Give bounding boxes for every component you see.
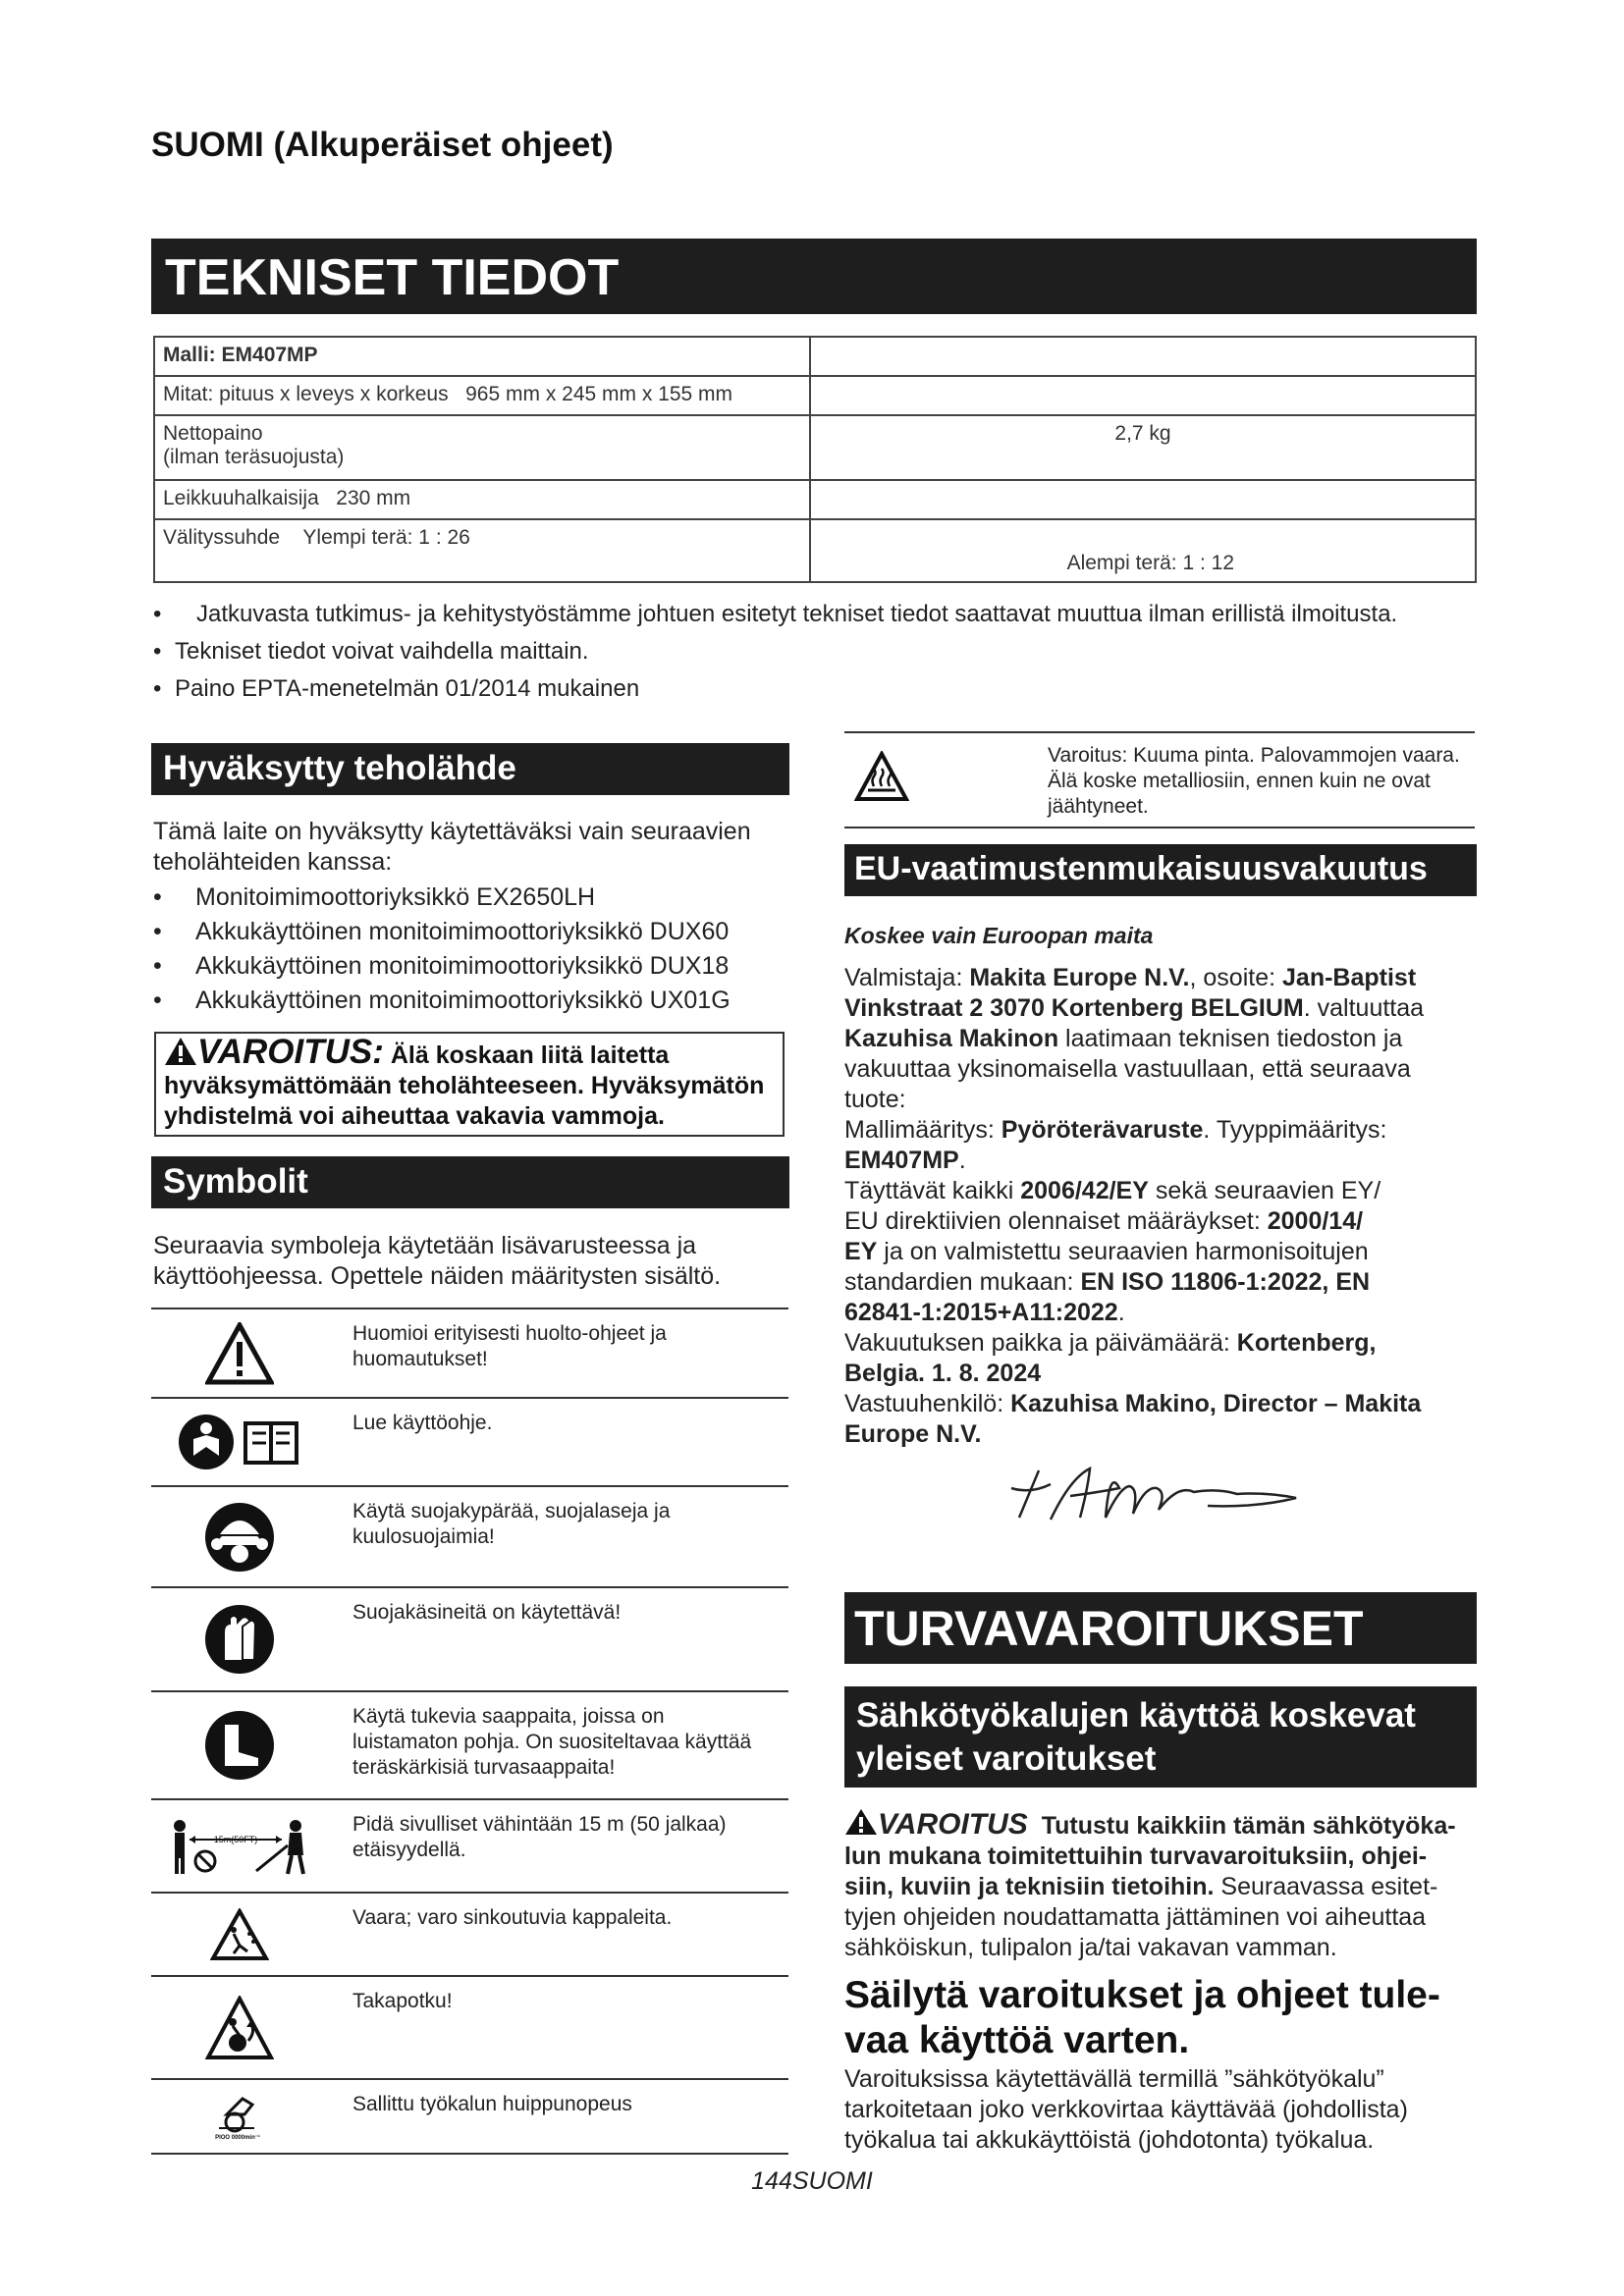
safety-warning-line xyxy=(844,1872,1483,1902)
keep-text-line: Varoituksissa käytettävällä termillä ”sähkötyökalu” xyxy=(844,2065,1384,2093)
eu-line xyxy=(844,993,1473,1024)
eu-text: Kazuhisa Makinon xyxy=(844,1025,1059,1052)
eu-line: Belgia. 1. 8. 2024 xyxy=(844,1360,1042,1387)
list-item: • Monitoimimoottoriyksikkö EX2650LH xyxy=(153,881,791,915)
read-manual-icon xyxy=(151,1399,328,1485)
hot-surface-icon xyxy=(854,751,909,807)
symbol-text: Vaara; varo sinkoutuvia kappaleita. xyxy=(352,1906,673,1929)
spec-ratio-lower: Alempi terä: 1 : 12 xyxy=(810,519,1476,582)
spec-note-text: Jatkuvasta tutkimus- ja kehitystyöstämme johtuen esitetyt tekniset tiedot saattavat muuttua ilman erillistä ilmoitusta. xyxy=(196,601,1398,627)
eu-scope-text: Koskee vain Euroopan maita xyxy=(844,923,1154,948)
spec-weight-label: Nettopaino xyxy=(163,422,263,445)
safety-warning-line xyxy=(844,1808,1483,1842)
eu-text: 2000/14/ xyxy=(1267,1207,1364,1235)
spec-model-cell xyxy=(154,337,810,376)
eu-title: EU-vaatimustenmukaisuusvakuutus xyxy=(844,844,1477,896)
power-source-warning xyxy=(154,1032,785,1137)
warning-word: VAROITUS xyxy=(878,1808,1028,1841)
symbol-text: Suojakäsineitä on käytettävä! xyxy=(352,1601,622,1624)
keep-instructions-text xyxy=(844,2064,1473,2156)
spec-dimensions-value: 965 mm x 245 mm x 155 mm xyxy=(465,383,733,405)
symbol-text: Käytä tukevia saappaita, joissa on luistamaton pohja. On suositeltavaa käyttää teräskärkisiä turvasaappaita! xyxy=(352,1705,752,1779)
spec-row-weight xyxy=(154,415,1476,480)
warning-word: VAROITUS: xyxy=(197,1033,384,1071)
eu-line: Europe N.V. xyxy=(844,1420,982,1448)
eu-line xyxy=(844,1298,1473,1328)
eu-line xyxy=(844,1146,1473,1176)
distance-15m-icon xyxy=(151,1800,328,1892)
eu-text: Vinkstraat 2 3070 Kortenberg BELGIUM xyxy=(844,994,1304,1022)
safety-text: Tutustu kaikkiin tämän sähkötyöka- xyxy=(1041,1812,1456,1840)
eu-text: ja on valmistettu seuraavien harmonisoitujen xyxy=(877,1238,1369,1265)
eu-text: . valtuuttaa xyxy=(1303,994,1425,1022)
table-row xyxy=(151,1397,788,1485)
eu-text: Kazuhisa Makino, Director – Makita xyxy=(1010,1390,1422,1417)
spec-row-diameter xyxy=(154,480,1476,519)
eu-text: EN ISO 11806-1:2022, EN xyxy=(1080,1268,1371,1296)
eu-text: 2006/42/EY xyxy=(1020,1177,1149,1204)
eu-text: , osoite: xyxy=(1189,964,1283,991)
spec-empty-cell xyxy=(810,480,1476,519)
list-item: • Akkukäyttöinen monitoimimoottoriyksikkö DUX60 xyxy=(153,915,791,949)
eu-text: EM407MP xyxy=(844,1147,959,1174)
spec-dimensions-label: Mitat: pituus x leveys x korkeus xyxy=(163,383,449,405)
symbol-text: Käytä suojakypärää, suojalaseja ja kuulosuojaimia! xyxy=(352,1500,671,1548)
symbols-title: Symbolit xyxy=(151,1156,789,1208)
table-row xyxy=(151,1308,788,1397)
table-row xyxy=(151,1690,788,1798)
spec-ratio-upper: Ylempi terä: 1 : 26 xyxy=(302,526,470,549)
eu-text: . Tyyppimääritys: xyxy=(1203,1116,1387,1144)
eu-line xyxy=(844,1176,1473,1206)
safety-subtitle xyxy=(844,1686,1477,1788)
spec-weight-value: 2,7 kg xyxy=(810,415,1476,480)
eu-line xyxy=(844,1389,1473,1419)
table-row xyxy=(151,1892,788,1975)
eu-declaration xyxy=(844,963,1473,1450)
safety-subtitle-line: yleiset varoitukset xyxy=(856,1739,1157,1778)
language-title: SUOMI (Alkuperäiset ohjeet) xyxy=(151,126,614,164)
flying-objects-icon xyxy=(151,1894,328,1975)
spec-notes xyxy=(153,599,1420,704)
specs-title: TEKNISET TIEDOT xyxy=(151,239,1477,314)
eu-line xyxy=(844,1115,1473,1146)
safety-warning-line: tyjen ohjeiden noudattamatta jättäminen voi aiheuttaa xyxy=(844,1903,1427,1931)
distance-label: 15m(50FT) xyxy=(213,1834,258,1844)
keep-heading-line: vaa käyttöä varten. xyxy=(844,2019,1190,2061)
spec-dimensions-cell xyxy=(154,376,810,415)
spec-diameter-label: Leikkuuhalkaisija xyxy=(163,487,319,509)
spec-note: • Jatkuvasta tutkimus- ja kehitystyöstämme johtuen esitetyt tekniset tiedot saattavat muuttua ilman erillistä ilmoitusta. xyxy=(153,601,1398,627)
eu-line xyxy=(844,963,1473,993)
spec-diameter-value: 230 mm xyxy=(336,487,411,509)
spec-weight-label2: (ilman teräsuojusta) xyxy=(163,446,345,468)
signature xyxy=(1001,1449,1316,1542)
eu-text: 62841-1:2015+A11:2022 xyxy=(844,1299,1118,1326)
eu-line xyxy=(844,1024,1473,1054)
spec-weight-cell xyxy=(154,415,810,480)
spec-row-dimensions xyxy=(154,376,1476,415)
eu-scope xyxy=(844,921,1473,951)
keep-text-line: työkalua tai akkukäyttöistä (johdotonta) työkalua. xyxy=(844,2126,1375,2154)
safety-subtitle-line: Sähkötyökalujen käyttöä koskevat xyxy=(856,1696,1416,1735)
table-row xyxy=(151,1798,788,1892)
helmet-goggles-earmuffs-icon xyxy=(151,1487,328,1586)
eu-text: Kortenberg, xyxy=(1236,1329,1377,1357)
spec-row-ratio xyxy=(154,519,1476,582)
eu-text: . xyxy=(1117,1299,1125,1326)
eu-line: tuote: xyxy=(844,1086,906,1113)
spec-empty-cell xyxy=(810,337,1476,376)
eu-text: EY xyxy=(844,1238,878,1265)
spec-model-label: Malli: xyxy=(163,344,216,366)
symbol-text: Huomioi erityisesti huolto-ohjeet ja huomautukset! xyxy=(352,1322,667,1370)
safety-warning-line: lun mukana toimitettuihin turvavaroituksiin, ohjei- xyxy=(844,1842,1428,1870)
eu-text: standardien mukaan: xyxy=(844,1268,1081,1296)
spec-ratio-label: Välityssuhde xyxy=(163,526,281,549)
spec-table xyxy=(153,336,1477,583)
eu-text: Jan-Baptist xyxy=(1282,964,1417,991)
hot-surface-row xyxy=(844,731,1475,828)
keep-heading-line: Säilytä varoitukset ja ohjeet tule- xyxy=(844,1974,1440,2016)
safety-text: siin, kuviin ja teknisiin tietoihin. xyxy=(844,1873,1215,1900)
eu-line xyxy=(844,1328,1473,1359)
safety-text: Seuraavassa esitet- xyxy=(1214,1873,1438,1900)
eu-text: Vakuutuksen paikka ja päivämäärä: xyxy=(844,1329,1237,1357)
spec-note: • Paino EPTA-menetelmän 01/2014 mukainen xyxy=(153,675,640,702)
page-number: 144SUOMI xyxy=(751,2167,873,2195)
eu-text: EU direktiivien olennaiset määräykset: xyxy=(844,1207,1268,1235)
safety-warning xyxy=(844,1808,1483,1963)
spec-ratio-cell xyxy=(154,519,810,582)
eu-text: sekä seuraavien EY/ xyxy=(1148,1177,1381,1204)
power-source-title: Hyväksytty teholähde xyxy=(151,743,789,795)
kickback-icon xyxy=(151,1977,328,2078)
eu-text: Pyöröterävaruste xyxy=(1001,1116,1204,1144)
eu-line xyxy=(844,1267,1473,1298)
symbols-table xyxy=(151,1308,788,2155)
warning-icon xyxy=(164,1037,197,1066)
boots-icon xyxy=(151,1692,328,1798)
spec-note-text: Tekniset tiedot voivat vaihdella maittain. xyxy=(175,638,589,665)
hot-surface-text: Varoitus: Kuuma pinta. Palovammojen vaara. Älä koske metalliosiin, ennen kuin ne ovat jäähtyneet. xyxy=(1048,744,1460,818)
symbols-intro: Seuraavia symboleja käytetään lisävarusteessa ja käyttöohjeessa. Opettele näiden määritysten sisältö. xyxy=(153,1232,722,1290)
max-speed-icon xyxy=(151,2080,328,2153)
safety-title: TURVAVAROITUKSET xyxy=(844,1592,1477,1664)
symbol-text: Lue käyttöohje. xyxy=(352,1412,493,1434)
warning-triangle-icon xyxy=(151,1309,328,1397)
gloves-icon xyxy=(151,1588,328,1690)
spec-note: • Tekniset tiedot voivat vaihdella maittain. xyxy=(153,638,589,665)
table-row xyxy=(151,1485,788,1586)
power-source-list xyxy=(153,881,791,1018)
eu-text: . xyxy=(958,1147,966,1174)
symbol-text: Takapotku! xyxy=(352,1990,453,2012)
list-item: • Akkukäyttöinen monitoimimoottoriyksikkö UX01G xyxy=(153,984,791,1018)
eu-line xyxy=(844,1237,1473,1267)
eu-line: vakuuttaa yksinomaisella vastuullaan, että seuraava xyxy=(844,1055,1411,1083)
keep-text-line: tarkoitetaan joko verkkovirtaa käyttävää (johdollista) xyxy=(844,2096,1408,2123)
eu-text: laatimaan teknisen tiedoston ja xyxy=(1058,1025,1403,1052)
keep-instructions-heading xyxy=(844,1973,1483,2063)
spec-diameter-cell xyxy=(154,480,810,519)
table-row xyxy=(151,1586,788,1690)
spec-empty-cell xyxy=(810,376,1476,415)
eu-text: Täyttävät kaikki xyxy=(844,1177,1021,1204)
eu-text: Valmistaja: xyxy=(844,964,970,991)
table-row xyxy=(151,2078,788,2155)
warning-text: Älä koskaan liitä laitetta hyväksymättömään teholähteeseen. Hyväksymätön yhdistelmä voi aiheuttaa vakavia vammoja. xyxy=(164,1041,765,1130)
symbol-text: Sallittu työkalun huippunopeus xyxy=(352,2093,632,2115)
symbol-text: Pidä sivulliset vähintään 15 m (50 jalkaa) etäisyydellä. xyxy=(352,1813,727,1861)
eu-text: Makita Europe N.V. xyxy=(969,964,1190,991)
spec-note-text: Paino EPTA-menetelmän 01/2014 mukainen xyxy=(175,675,640,702)
power-source-intro: Tämä laite on hyväksytty käytettäväksi vain seuraavien teholähteiden kanssa: xyxy=(153,818,751,876)
spec-row-model xyxy=(154,337,1476,376)
safety-warning-line: sähköiskun, tulipalon ja/tai vakavan vamman. xyxy=(844,1934,1337,1961)
spec-model-value: EM407MP xyxy=(221,344,318,366)
table-row xyxy=(151,1975,788,2078)
max-speed-caption: PIOO 0000min⁻¹ xyxy=(215,2135,260,2141)
eu-text: Mallimääritys: xyxy=(844,1116,1001,1144)
eu-text: Vastuuhenkilö: xyxy=(844,1390,1011,1417)
warning-icon xyxy=(844,1808,878,1836)
list-item: • Akkukäyttöinen monitoimimoottoriyksikkö DUX18 xyxy=(153,949,791,984)
eu-line xyxy=(844,1206,1473,1237)
